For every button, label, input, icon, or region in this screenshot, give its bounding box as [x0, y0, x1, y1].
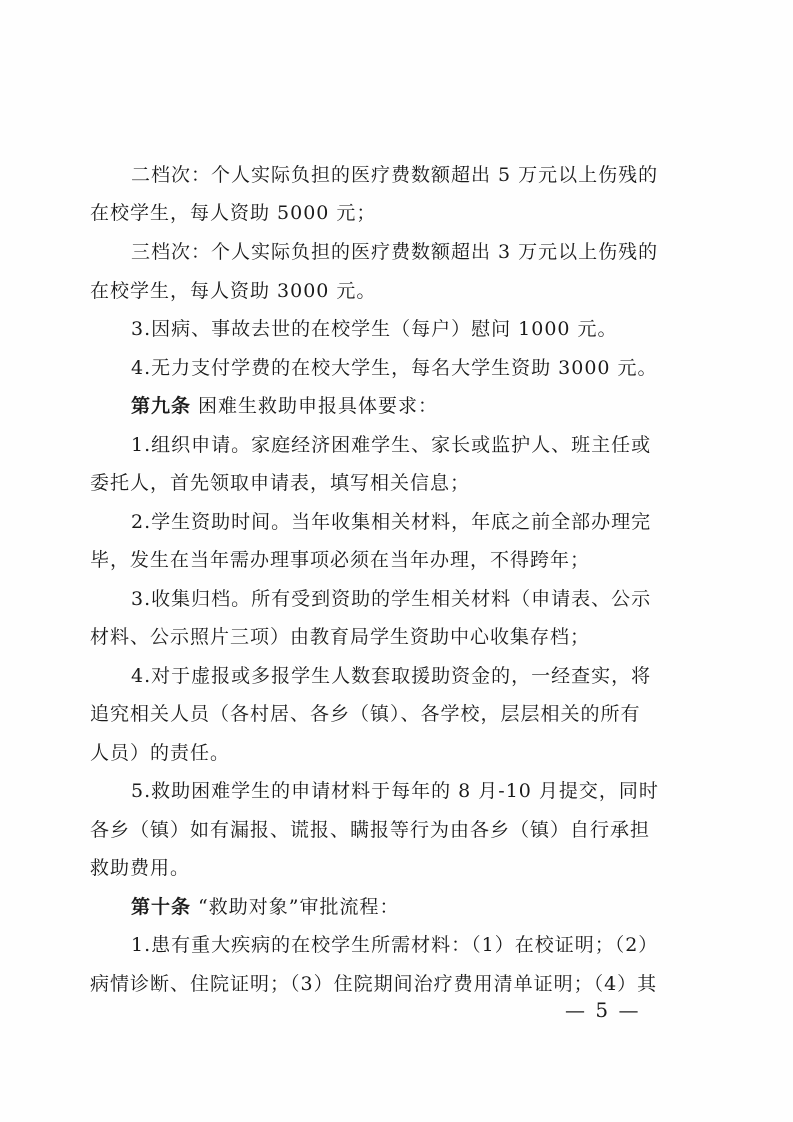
line-text: 追究相关人员（各村居、各乡（镇）、各学校，层层相关的所有 — [90, 703, 641, 725]
section-heading-line — [131, 394, 711, 418]
line-text: 困难生救助申报具体要求： — [191, 395, 439, 417]
line-text: 二档次：个人实际负担的医疗费数额超出 5 万元以上伤残的 — [131, 164, 659, 186]
paragraph-line — [131, 664, 711, 688]
paragraph-line — [90, 702, 710, 726]
paragraph-line — [90, 972, 710, 996]
line-text: 在校学生，每人资助 5000 元； — [90, 202, 377, 224]
line-text: 三档次：个人实际负担的医疗费数额超出 3 万元以上伤残的 — [131, 241, 659, 263]
line-text: 病情诊断、住院证明；（3）住院期间治疗费用清单证明；（4）其 — [90, 973, 658, 995]
line-text: 3.收集归档。所有受到资助的学生相关材料（申请表、公示 — [131, 588, 652, 610]
line-text: 2.学生资助时间。当年收集相关材料，年底之前全部办理完 — [131, 511, 652, 533]
page-number: — 5 — — [565, 998, 641, 1022]
line-text: “救助对象”审批流程： — [191, 896, 400, 918]
line-text: 3.因病、事故去世的在校学生（每户）慰问 1000 元。 — [131, 318, 618, 340]
line-text: 毕，发生在当年需办理事项必须在当年办理，不得跨年； — [90, 549, 591, 571]
section-heading-line — [131, 895, 711, 919]
line-text: 救助费用。 — [90, 857, 191, 879]
paragraph-line — [131, 317, 711, 341]
paragraph-line — [131, 163, 711, 187]
article-label: 第十条 — [131, 896, 192, 918]
line-text: 各乡（镇）如有漏报、谎报、瞒报等行为由各乡（镇）自行承担 — [90, 819, 651, 841]
paragraph-line — [131, 240, 711, 264]
paragraph-line — [90, 471, 710, 495]
paragraph-line — [131, 433, 711, 457]
line-text: 材料、公示照片三项）由教育局学生资助中心收集存档； — [90, 626, 591, 648]
paragraph-line — [131, 779, 711, 803]
line-text: 4.无力支付学费的在校大学生，每名大学生资助 3000 元。 — [131, 357, 658, 379]
paragraph-line — [90, 625, 710, 649]
paragraph-line — [90, 201, 710, 225]
line-text: 委托人，首先领取申请表，填写相关信息； — [90, 472, 471, 494]
paragraph-line — [90, 279, 710, 303]
paragraph-line — [90, 818, 710, 842]
line-text: 4.对于虚报或多报学生人数套取援助资金的，一经查实，将 — [131, 665, 652, 687]
paragraph-line — [90, 856, 710, 880]
paragraph-line — [131, 356, 711, 380]
line-text: 1.组织申请。家庭经济困难学生、家长或监护人、班主任或 — [131, 434, 652, 456]
line-text: 在校学生，每人资助 3000 元。 — [90, 280, 377, 302]
paragraph-line — [131, 510, 711, 534]
paragraph-line — [131, 587, 711, 611]
line-text: 1.患有重大疾病的在校学生所需材料：（1）在校证明；（2） — [131, 934, 659, 956]
paragraph-line — [90, 548, 710, 572]
paragraph-line — [90, 741, 710, 765]
line-text: 人员）的责任。 — [90, 742, 231, 764]
article-label: 第九条 — [131, 395, 192, 417]
line-text: 5.救助困难学生的申请材料于每年的 8 月-10 月提交，同时 — [131, 780, 659, 802]
paragraph-line — [131, 933, 711, 957]
